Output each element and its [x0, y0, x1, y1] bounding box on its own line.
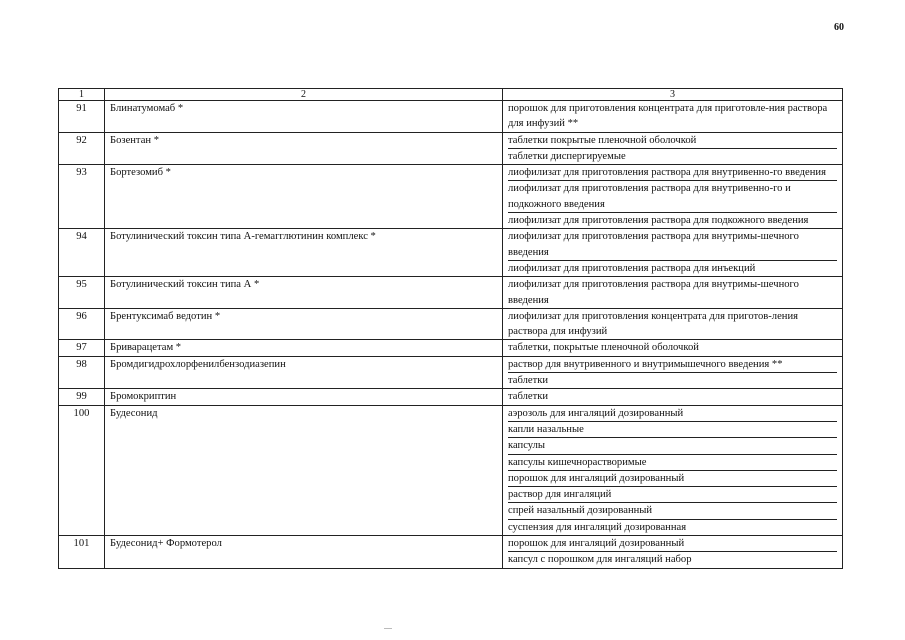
row-number: 100	[59, 405, 105, 535]
dosage-form: раствор для ингаляций	[508, 487, 837, 503]
table-row	[59, 356, 843, 389]
dosage-forms	[503, 389, 843, 405]
table-header-row	[59, 89, 843, 101]
table-row	[59, 405, 843, 535]
dosage-forms	[503, 229, 843, 277]
dosage-form: капли назальные	[508, 422, 837, 438]
row-number: 91	[59, 101, 105, 133]
dosage-form: таблетки	[508, 391, 549, 403]
table-row	[59, 165, 843, 229]
header-col-3: 3	[503, 89, 843, 101]
dosage-form: таблетки, покрытые пленочной оболочкой	[508, 342, 699, 354]
dosage-form: таблетки диспергируемые	[508, 150, 626, 162]
table-row	[59, 101, 843, 133]
drug-name: Бриварацетам *	[105, 340, 503, 356]
drug-name: Ботулинический токсин типа А *	[105, 277, 503, 309]
dosage-form: спрей назальный дозированный	[508, 503, 837, 519]
table-row	[59, 340, 843, 356]
dosage-form: капсул с порошком для ингаляций набор	[508, 554, 692, 566]
dosage-form: капсулы кишечнорастворимые	[508, 455, 837, 471]
table-row	[59, 389, 843, 405]
dosage-form: лиофилизат для приготовления раствора для внутривенно-го и подкожного введения	[508, 181, 837, 213]
dosage-form: лиофилизат для приготовления раствора для подкожного введения	[508, 215, 809, 227]
dosage-form: порошок для ингаляций дозированный	[508, 536, 837, 552]
row-number: 97	[59, 340, 105, 356]
row-number: 96	[59, 308, 105, 340]
dosage-forms	[503, 356, 843, 389]
drug-name: Бортезомиб *	[105, 165, 503, 229]
dosage-forms	[503, 536, 843, 569]
dosage-forms	[503, 132, 843, 165]
scan-artifact-mark	[384, 628, 392, 629]
row-number: 94	[59, 229, 105, 277]
drug-name: Бозентан *	[105, 132, 503, 165]
table-row	[59, 132, 843, 165]
header-col-1: 1	[59, 89, 105, 101]
header-col-2: 2	[105, 89, 503, 101]
dosage-forms	[503, 405, 843, 535]
dosage-forms	[503, 165, 843, 229]
dosage-forms	[503, 277, 843, 309]
dosage-form: порошок для ингаляций дозированный	[508, 471, 837, 487]
dosage-form: аэрозоль для ингаляций дозированный	[508, 406, 837, 422]
page-number: 60	[834, 22, 844, 33]
row-number: 93	[59, 165, 105, 229]
dosage-form: порошок для приготовления концентрата для приготовле-ния раствора для инфузий **	[508, 103, 828, 130]
dosage-form: раствор для внутривенного и внутримышечного введения **	[508, 357, 837, 373]
table-row	[59, 277, 843, 309]
dosage-form: лиофилизат для приготовления концентрата для приготов-ления раствора для инфузий	[508, 310, 798, 338]
table-row	[59, 536, 843, 569]
medicines-table	[58, 88, 843, 569]
dosage-form: лиофилизат для приготовления раствора для внутримы-шечного введения	[508, 279, 799, 306]
row-number: 101	[59, 536, 105, 569]
drug-name: Ботулинический токсин типа А-гемагглютинин комплекс *	[105, 229, 503, 277]
dosage-form: лиофилизат для приготовления раствора для внутривенно-го введения	[508, 165, 837, 181]
dosage-forms	[503, 340, 843, 356]
drug-name: Брентуксимаб ведотин *	[105, 308, 503, 340]
table-row	[59, 308, 843, 340]
drug-name: Будесонид	[105, 405, 503, 535]
row-number: 92	[59, 132, 105, 165]
drug-name: Будесонид+ Формотерол	[105, 536, 503, 569]
drug-name: Бромдигидрохлорфенилбензодиазепин	[105, 356, 503, 389]
drug-name: Блинатумомаб *	[105, 101, 503, 133]
dosage-form: суспензия для ингаляций дозированная	[508, 521, 687, 533]
row-number: 98	[59, 356, 105, 389]
dosage-form: таблетки	[508, 375, 549, 387]
dosage-forms	[503, 308, 843, 340]
dosage-forms	[503, 101, 843, 133]
dosage-form: лиофилизат для приготовления раствора для внутримы-шечного введения	[508, 229, 837, 261]
dosage-form: лиофилизат для приготовления раствора для инъекций	[508, 262, 756, 274]
row-number: 99	[59, 389, 105, 405]
drug-name: Бромокриптин	[105, 389, 503, 405]
table-row	[59, 229, 843, 277]
dosage-form: таблетки покрытые пленочной оболочкой	[508, 133, 837, 149]
row-number: 95	[59, 277, 105, 309]
dosage-form: капсулы	[508, 438, 837, 454]
